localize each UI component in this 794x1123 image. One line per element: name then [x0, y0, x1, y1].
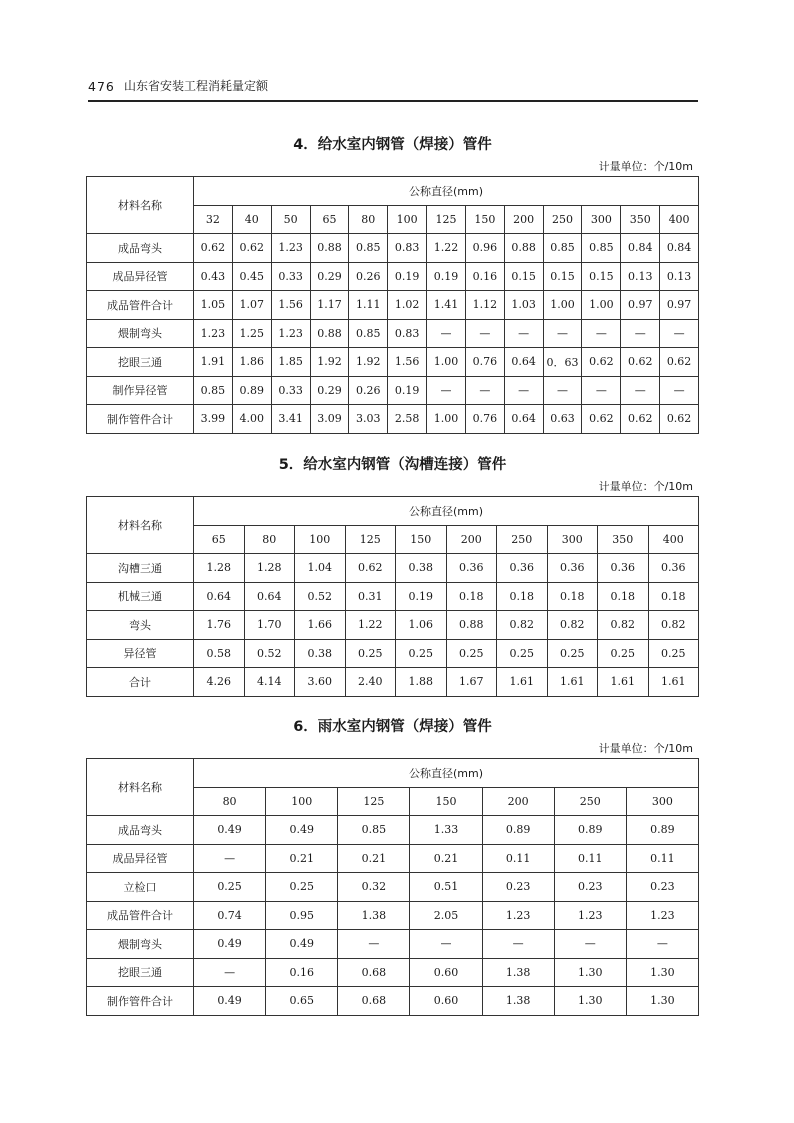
book-title: 山东省安装工程消耗量定额: [124, 79, 269, 93]
value-cell: 1.67: [446, 668, 497, 697]
table-row: [87, 816, 699, 845]
value-cell: 0.31: [345, 582, 396, 611]
diameter-header-cell: 250: [543, 205, 582, 234]
value-cell: 0.49: [266, 816, 338, 845]
table-row: [87, 901, 699, 930]
table-row: [87, 234, 699, 263]
value-cell: 0.29: [310, 376, 349, 405]
row-header-cell: 材料名称: [87, 177, 194, 234]
diameter-header-cell: 80: [349, 205, 388, 234]
value-cell: —: [626, 930, 698, 959]
value-cell: 0．63: [543, 348, 582, 377]
value-cell: 0.88: [310, 234, 349, 263]
value-cell: 0.15: [543, 262, 582, 291]
value-cell: 2.40: [345, 668, 396, 697]
value-cell: —: [543, 376, 582, 405]
value-cell: 0.62: [621, 405, 660, 434]
value-cell: 0.85: [543, 234, 582, 263]
value-cell: 0.62: [582, 348, 621, 377]
table-row: [87, 554, 699, 583]
value-cell: 1.56: [388, 348, 427, 377]
value-cell: 1.04: [295, 554, 346, 583]
material-name-cell: 成品弯头: [87, 816, 194, 845]
value-cell: 0.52: [295, 582, 346, 611]
value-cell: 1.41: [427, 291, 466, 320]
value-cell: 0.13: [621, 262, 660, 291]
value-cell: 2.05: [410, 901, 482, 930]
value-cell: 0.45: [232, 262, 271, 291]
value-cell: 2.58: [388, 405, 427, 434]
value-cell: 1.17: [310, 291, 349, 320]
table-row: [87, 873, 699, 902]
value-cell: 0.60: [410, 958, 482, 987]
value-cell: 1.22: [345, 611, 396, 640]
diameter-header-cell: 32: [194, 205, 233, 234]
material-name-cell: 弯头: [87, 611, 194, 640]
value-cell: 3.03: [349, 405, 388, 434]
value-cell: 0.76: [465, 405, 504, 434]
table-row: [87, 319, 699, 348]
table-row: [87, 376, 699, 405]
value-cell: 0.19: [427, 262, 466, 291]
value-cell: 0.49: [194, 816, 266, 845]
value-cell: 1.38: [482, 987, 554, 1016]
value-cell: 0.62: [345, 554, 396, 583]
section-6: [86, 714, 699, 1016]
table-row: [87, 582, 699, 611]
value-cell: 0.16: [465, 262, 504, 291]
table-row: [87, 405, 699, 434]
value-cell: 0.58: [194, 639, 245, 668]
value-cell: 0.25: [648, 639, 699, 668]
value-cell: 0.49: [194, 987, 266, 1016]
value-cell: 1.61: [497, 668, 548, 697]
value-cell: 0.97: [660, 291, 699, 320]
value-cell: 0.49: [266, 930, 338, 959]
diameter-header-cell: 300: [582, 205, 621, 234]
value-cell: —: [410, 930, 482, 959]
data-table: [86, 758, 699, 1016]
value-cell: 0.18: [497, 582, 548, 611]
value-cell: 1.38: [338, 901, 410, 930]
value-cell: 0.52: [244, 639, 295, 668]
value-cell: 0.62: [660, 348, 699, 377]
value-cell: 0.82: [648, 611, 699, 640]
diameter-header-cell: 65: [310, 205, 349, 234]
value-cell: 0.49: [194, 930, 266, 959]
value-cell: 0.36: [648, 554, 699, 583]
column-group-header: 公称直径(mm): [194, 177, 699, 206]
value-cell: 1.06: [396, 611, 447, 640]
value-cell: 0.60: [410, 987, 482, 1016]
header-row: [87, 177, 699, 206]
value-cell: 0.33: [271, 376, 310, 405]
diameter-header-cell: 65: [194, 525, 245, 554]
value-cell: 0.62: [582, 405, 621, 434]
value-cell: 0.97: [621, 291, 660, 320]
value-cell: 0.82: [547, 611, 598, 640]
value-cell: 0.26: [349, 376, 388, 405]
material-name-cell: 异径管: [87, 639, 194, 668]
section-title: 4．给水室内钢管（焊接）管件: [293, 137, 492, 153]
table-row: [87, 348, 699, 377]
header-row: [87, 497, 699, 526]
value-cell: 0.18: [598, 582, 649, 611]
value-cell: 1.00: [543, 291, 582, 320]
value-cell: 0.64: [194, 582, 245, 611]
value-cell: —: [582, 319, 621, 348]
value-cell: 1.00: [582, 291, 621, 320]
value-cell: —: [427, 376, 466, 405]
value-cell: —: [504, 376, 543, 405]
diameter-header-cell: 80: [194, 787, 266, 816]
value-cell: 0.25: [194, 873, 266, 902]
value-cell: 0.88: [446, 611, 497, 640]
row-header-cell: 材料名称: [87, 497, 194, 554]
material-name-cell: 煨制弯头: [87, 319, 194, 348]
value-cell: 0.19: [388, 376, 427, 405]
value-cell: 1.30: [626, 987, 698, 1016]
value-cell: 1.23: [271, 234, 310, 263]
diameter-header-cell: 100: [295, 525, 346, 554]
value-cell: 0.36: [598, 554, 649, 583]
value-cell: 1.23: [271, 319, 310, 348]
diameter-header-cell: 150: [396, 525, 447, 554]
value-cell: 1.30: [554, 987, 626, 1016]
section-title: 6．雨水室内钢管（焊接）管件: [293, 719, 492, 735]
column-group-header: 公称直径(mm): [194, 759, 699, 788]
value-cell: 1.30: [626, 958, 698, 987]
material-name-cell: 挖眼三通: [87, 348, 194, 377]
table-row: [87, 639, 699, 668]
value-cell: 0.15: [582, 262, 621, 291]
value-cell: 0.65: [266, 987, 338, 1016]
value-cell: 1.25: [232, 319, 271, 348]
value-cell: 1.28: [194, 554, 245, 583]
table-row: [87, 987, 699, 1016]
value-cell: 0.43: [194, 262, 233, 291]
value-cell: 1.00: [427, 348, 466, 377]
value-cell: 0.62: [660, 405, 699, 434]
value-cell: —: [621, 376, 660, 405]
material-name-cell: 机械三通: [87, 582, 194, 611]
diameter-header-cell: 200: [482, 787, 554, 816]
value-cell: 1.92: [310, 348, 349, 377]
value-cell: —: [660, 376, 699, 405]
value-cell: 1.61: [648, 668, 699, 697]
diameter-header-cell: 100: [266, 787, 338, 816]
value-cell: 0.19: [396, 582, 447, 611]
value-cell: 0.85: [194, 376, 233, 405]
value-cell: 0.83: [388, 234, 427, 263]
diameter-header-cell: 100: [388, 205, 427, 234]
value-cell: 0.36: [547, 554, 598, 583]
value-cell: 0.64: [504, 405, 543, 434]
value-cell: 0.85: [582, 234, 621, 263]
diameter-header-cell: 125: [427, 205, 466, 234]
value-cell: 3.41: [271, 405, 310, 434]
material-name-cell: 立检口: [87, 873, 194, 902]
value-cell: —: [582, 376, 621, 405]
value-cell: 1.92: [349, 348, 388, 377]
value-cell: 1.11: [349, 291, 388, 320]
value-cell: 0.32: [338, 873, 410, 902]
diameter-header-cell: 150: [465, 205, 504, 234]
material-name-cell: 合计: [87, 668, 194, 697]
value-cell: 1.22: [427, 234, 466, 263]
value-cell: 3.99: [194, 405, 233, 434]
header-row: [87, 759, 699, 788]
value-cell: 0.25: [345, 639, 396, 668]
value-cell: —: [427, 319, 466, 348]
value-cell: 1.05: [194, 291, 233, 320]
value-cell: —: [338, 930, 410, 959]
value-cell: 0.84: [660, 234, 699, 263]
diameter-header-cell: 80: [244, 525, 295, 554]
value-cell: 0.11: [626, 844, 698, 873]
value-cell: —: [621, 319, 660, 348]
value-cell: 0.19: [388, 262, 427, 291]
diameter-header-cell: 400: [660, 205, 699, 234]
diameter-header-cell: 125: [338, 787, 410, 816]
value-cell: 0.62: [194, 234, 233, 263]
value-cell: 1.00: [427, 405, 466, 434]
diameter-header-cell: 200: [504, 205, 543, 234]
value-cell: 0.23: [554, 873, 626, 902]
value-cell: 0.68: [338, 958, 410, 987]
value-cell: 3.09: [310, 405, 349, 434]
value-cell: 0.15: [504, 262, 543, 291]
value-cell: 0.82: [598, 611, 649, 640]
diameter-header-cell: 300: [626, 787, 698, 816]
value-cell: 0.36: [497, 554, 548, 583]
value-cell: —: [465, 376, 504, 405]
value-cell: 0.25: [547, 639, 598, 668]
table-row: [87, 611, 699, 640]
value-cell: 0.96: [465, 234, 504, 263]
value-cell: 1.23: [626, 901, 698, 930]
value-cell: 0.25: [266, 873, 338, 902]
value-cell: 0.85: [349, 234, 388, 263]
value-cell: 0.38: [295, 639, 346, 668]
column-group-header: 公称直径(mm): [194, 497, 699, 526]
value-cell: 1.30: [554, 958, 626, 987]
value-cell: 3.60: [295, 668, 346, 697]
data-table: [86, 496, 699, 697]
material-name-cell: 成品弯头: [87, 234, 194, 263]
value-cell: 1.56: [271, 291, 310, 320]
value-cell: 0.62: [621, 348, 660, 377]
material-name-cell: 成品异径管: [87, 844, 194, 873]
diameter-header-cell: 125: [345, 525, 396, 554]
value-cell: 0.36: [446, 554, 497, 583]
material-name-cell: 成品管件合计: [87, 291, 194, 320]
value-cell: 0.64: [504, 348, 543, 377]
value-cell: 1.33: [410, 816, 482, 845]
value-cell: 0.25: [598, 639, 649, 668]
page-header: [88, 70, 698, 102]
value-cell: —: [194, 958, 266, 987]
table-row: [87, 958, 699, 987]
value-cell: 0.23: [482, 873, 554, 902]
value-cell: 4.00: [232, 405, 271, 434]
value-cell: —: [660, 319, 699, 348]
value-cell: 0.21: [338, 844, 410, 873]
diameter-header-cell: 200: [446, 525, 497, 554]
value-cell: 0.85: [349, 319, 388, 348]
diameter-header-cell: 300: [547, 525, 598, 554]
diameter-header-cell: 250: [554, 787, 626, 816]
value-cell: 0.18: [446, 582, 497, 611]
value-cell: 1.03: [504, 291, 543, 320]
material-name-cell: 成品异径管: [87, 262, 194, 291]
value-cell: 1.02: [388, 291, 427, 320]
section-5: [86, 452, 699, 697]
value-cell: 0.25: [396, 639, 447, 668]
material-name-cell: 沟槽三通: [87, 554, 194, 583]
value-cell: 0.68: [338, 987, 410, 1016]
value-cell: 4.26: [194, 668, 245, 697]
value-cell: 0.21: [410, 844, 482, 873]
value-cell: 0.89: [232, 376, 271, 405]
value-cell: 1.23: [554, 901, 626, 930]
unit-label: 计量单位：个/10m: [598, 742, 693, 755]
value-cell: 0.62: [232, 234, 271, 263]
value-cell: 0.88: [504, 234, 543, 263]
value-cell: 0.11: [554, 844, 626, 873]
value-cell: 0.89: [626, 816, 698, 845]
table-row: [87, 668, 699, 697]
value-cell: 1.12: [465, 291, 504, 320]
value-cell: 0.29: [310, 262, 349, 291]
table-row: [87, 930, 699, 959]
value-cell: 0.16: [266, 958, 338, 987]
value-cell: 0.23: [626, 873, 698, 902]
section-4: [86, 132, 699, 434]
page-number: 476: [88, 79, 115, 94]
value-cell: —: [504, 319, 543, 348]
diameter-header-cell: 40: [232, 205, 271, 234]
value-cell: 0.82: [497, 611, 548, 640]
value-cell: 0.18: [648, 582, 699, 611]
value-cell: 0.85: [338, 816, 410, 845]
value-cell: 1.66: [295, 611, 346, 640]
value-cell: 0.89: [482, 816, 554, 845]
table-row: [87, 262, 699, 291]
value-cell: 0.21: [266, 844, 338, 873]
value-cell: 1.23: [194, 319, 233, 348]
value-cell: 0.38: [396, 554, 447, 583]
unit-label: 计量单位：个/10m: [598, 160, 693, 173]
data-table: [86, 176, 699, 434]
value-cell: 0.11: [482, 844, 554, 873]
diameter-header-cell: 350: [598, 525, 649, 554]
value-cell: 1.61: [598, 668, 649, 697]
value-cell: 0.13: [660, 262, 699, 291]
value-cell: 1.38: [482, 958, 554, 987]
value-cell: 1.91: [194, 348, 233, 377]
value-cell: 1.85: [271, 348, 310, 377]
value-cell: 4.14: [244, 668, 295, 697]
value-cell: 0.26: [349, 262, 388, 291]
diameter-header-cell: 150: [410, 787, 482, 816]
material-name-cell: 成品管件合计: [87, 901, 194, 930]
value-cell: 0.51: [410, 873, 482, 902]
unit-label: 计量单位：个/10m: [598, 480, 693, 493]
table-row: [87, 844, 699, 873]
value-cell: 0.33: [271, 262, 310, 291]
value-cell: 1.76: [194, 611, 245, 640]
value-cell: —: [194, 844, 266, 873]
value-cell: 1.86: [232, 348, 271, 377]
value-cell: 1.28: [244, 554, 295, 583]
diameter-header-cell: 350: [621, 205, 660, 234]
value-cell: 1.70: [244, 611, 295, 640]
material-name-cell: 制作管件合计: [87, 405, 194, 434]
value-cell: 0.95: [266, 901, 338, 930]
diameter-header-cell: 400: [648, 525, 699, 554]
value-cell: 1.88: [396, 668, 447, 697]
value-cell: 0.83: [388, 319, 427, 348]
material-name-cell: 煨制弯头: [87, 930, 194, 959]
diameter-header-cell: 50: [271, 205, 310, 234]
value-cell: 0.89: [554, 816, 626, 845]
value-cell: —: [554, 930, 626, 959]
material-name-cell: 制作管件合计: [87, 987, 194, 1016]
section-title: 5．给水室内钢管（沟槽连接）管件: [278, 457, 507, 473]
material-name-cell: 挖眼三通: [87, 958, 194, 987]
material-name-cell: 制作异径管: [87, 376, 194, 405]
value-cell: 0.18: [547, 582, 598, 611]
value-cell: 0.63: [543, 405, 582, 434]
value-cell: —: [543, 319, 582, 348]
value-cell: 0.84: [621, 234, 660, 263]
diameter-header-cell: 250: [497, 525, 548, 554]
value-cell: 0.74: [194, 901, 266, 930]
row-header-cell: 材料名称: [87, 759, 194, 816]
value-cell: —: [465, 319, 504, 348]
value-cell: 0.25: [497, 639, 548, 668]
value-cell: 1.61: [547, 668, 598, 697]
value-cell: 1.07: [232, 291, 271, 320]
value-cell: 0.76: [465, 348, 504, 377]
value-cell: 1.23: [482, 901, 554, 930]
value-cell: —: [482, 930, 554, 959]
value-cell: 0.25: [446, 639, 497, 668]
value-cell: 0.88: [310, 319, 349, 348]
value-cell: 0.64: [244, 582, 295, 611]
table-row: [87, 291, 699, 320]
